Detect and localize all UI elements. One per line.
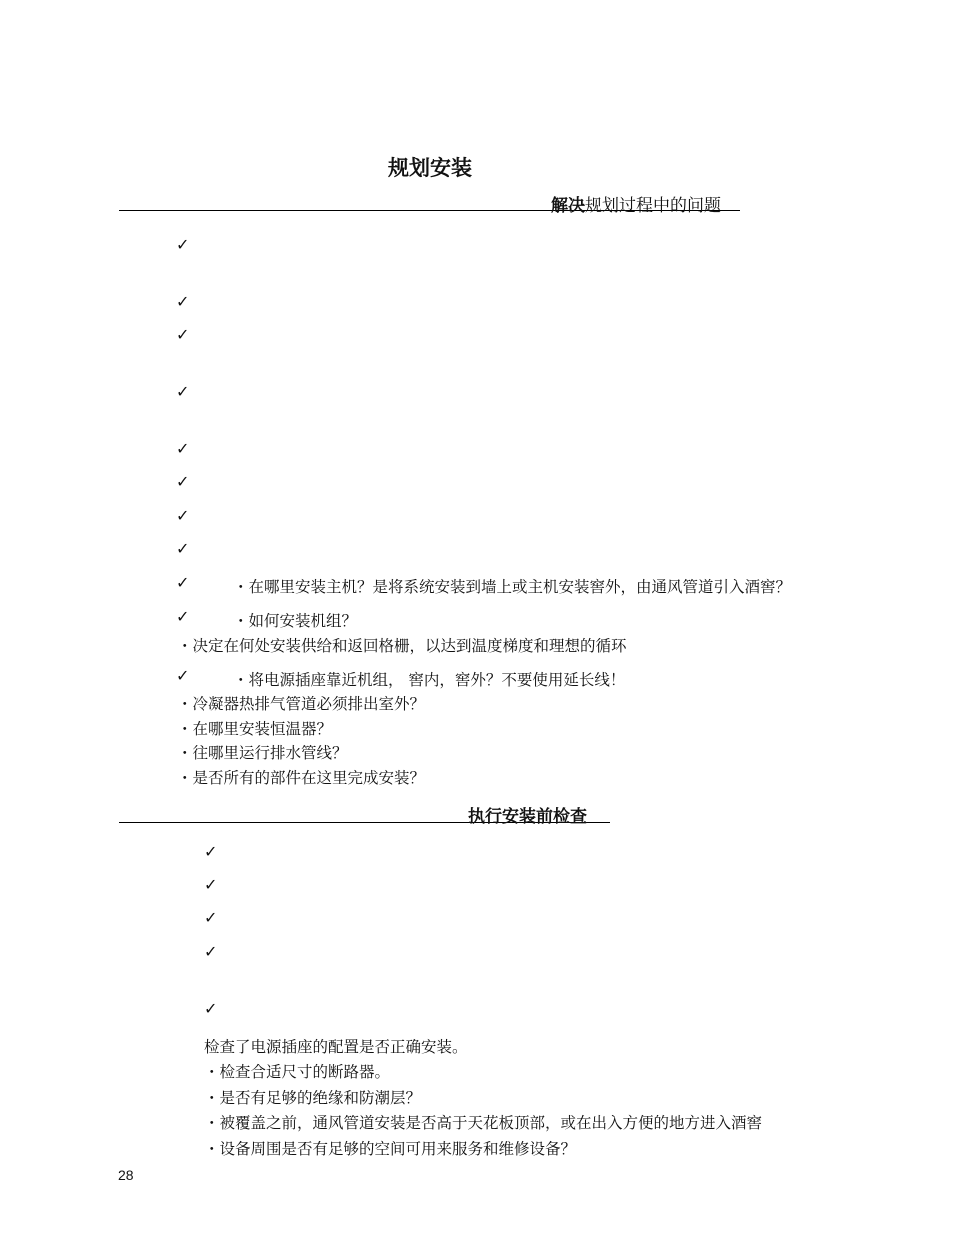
checklist-item: ・将电源插座靠近机组， 窖内，窖外？不要使用延长线！: [233, 671, 626, 689]
list-item: ・设备周围是否有足够的空间可用来服务和维修设备？: [204, 1140, 577, 1158]
checkmark-icon: ✓: [176, 539, 190, 558]
list-item: ・决定在何处安装供给和返回格栅，以达到温度梯度和理想的循环: [177, 637, 627, 655]
list-item: ・是否有足够的绝缘和防潮层？: [204, 1089, 422, 1107]
section2-heading: [468, 802, 587, 827]
page-title: 规划安装: [388, 156, 472, 180]
checkmark-icon: ✓: [176, 382, 190, 401]
checkmark-icon: ✓: [176, 506, 190, 525]
checkmark-icon: ✓: [176, 439, 190, 458]
checkmark-icon: ✓: [204, 999, 218, 1018]
checkmark-icon: ✓: [176, 666, 190, 685]
list-item: ・往哪里运行排水管线？: [177, 744, 348, 762]
list-item: ・冷凝器热排气管道必须排出室外？: [177, 695, 426, 713]
checkmark-icon: ✓: [204, 908, 218, 927]
checkmark-icon: ✓: [176, 235, 190, 254]
checkmark-icon: ✓: [204, 875, 218, 894]
checkmark-icon: ✓: [176, 573, 190, 592]
list-item: ・在哪里安装恒温器？: [177, 720, 333, 738]
list-item: ・被覆盖之前，通风管道安装是否高于天花板顶部，或在出入方便的地方进入酒窖: [204, 1114, 763, 1132]
checkmark-icon: ✓: [176, 325, 190, 344]
section1-heading-bold: 解决: [551, 196, 585, 216]
list-item: ・检查合适尺寸的断路器。: [204, 1063, 391, 1081]
section2-heading-text: 执行安装前检查: [468, 807, 587, 827]
section1-heading-rest: 规划过程中的问题: [585, 196, 721, 216]
checkmark-icon: ✓: [176, 292, 190, 311]
checklist-item: ・如何安装机组？: [233, 612, 358, 630]
list-item: ・是否所有的部件在这里完成安装？: [177, 769, 426, 787]
section1-heading: [551, 191, 721, 216]
checkmark-icon: ✓: [204, 942, 218, 961]
checkmark-icon: ✓: [204, 842, 218, 861]
checkmark-icon: ✓: [176, 472, 190, 491]
checklist-item: ・在哪里安装主机？是将系统安装到墙上或主机安装窖外，由通风管道引入酒窖？: [233, 578, 792, 596]
list-item: 检查了电源插座的配置是否正确安装。: [204, 1038, 468, 1056]
page-number: 28: [118, 1167, 134, 1183]
checkmark-icon: ✓: [176, 607, 190, 626]
